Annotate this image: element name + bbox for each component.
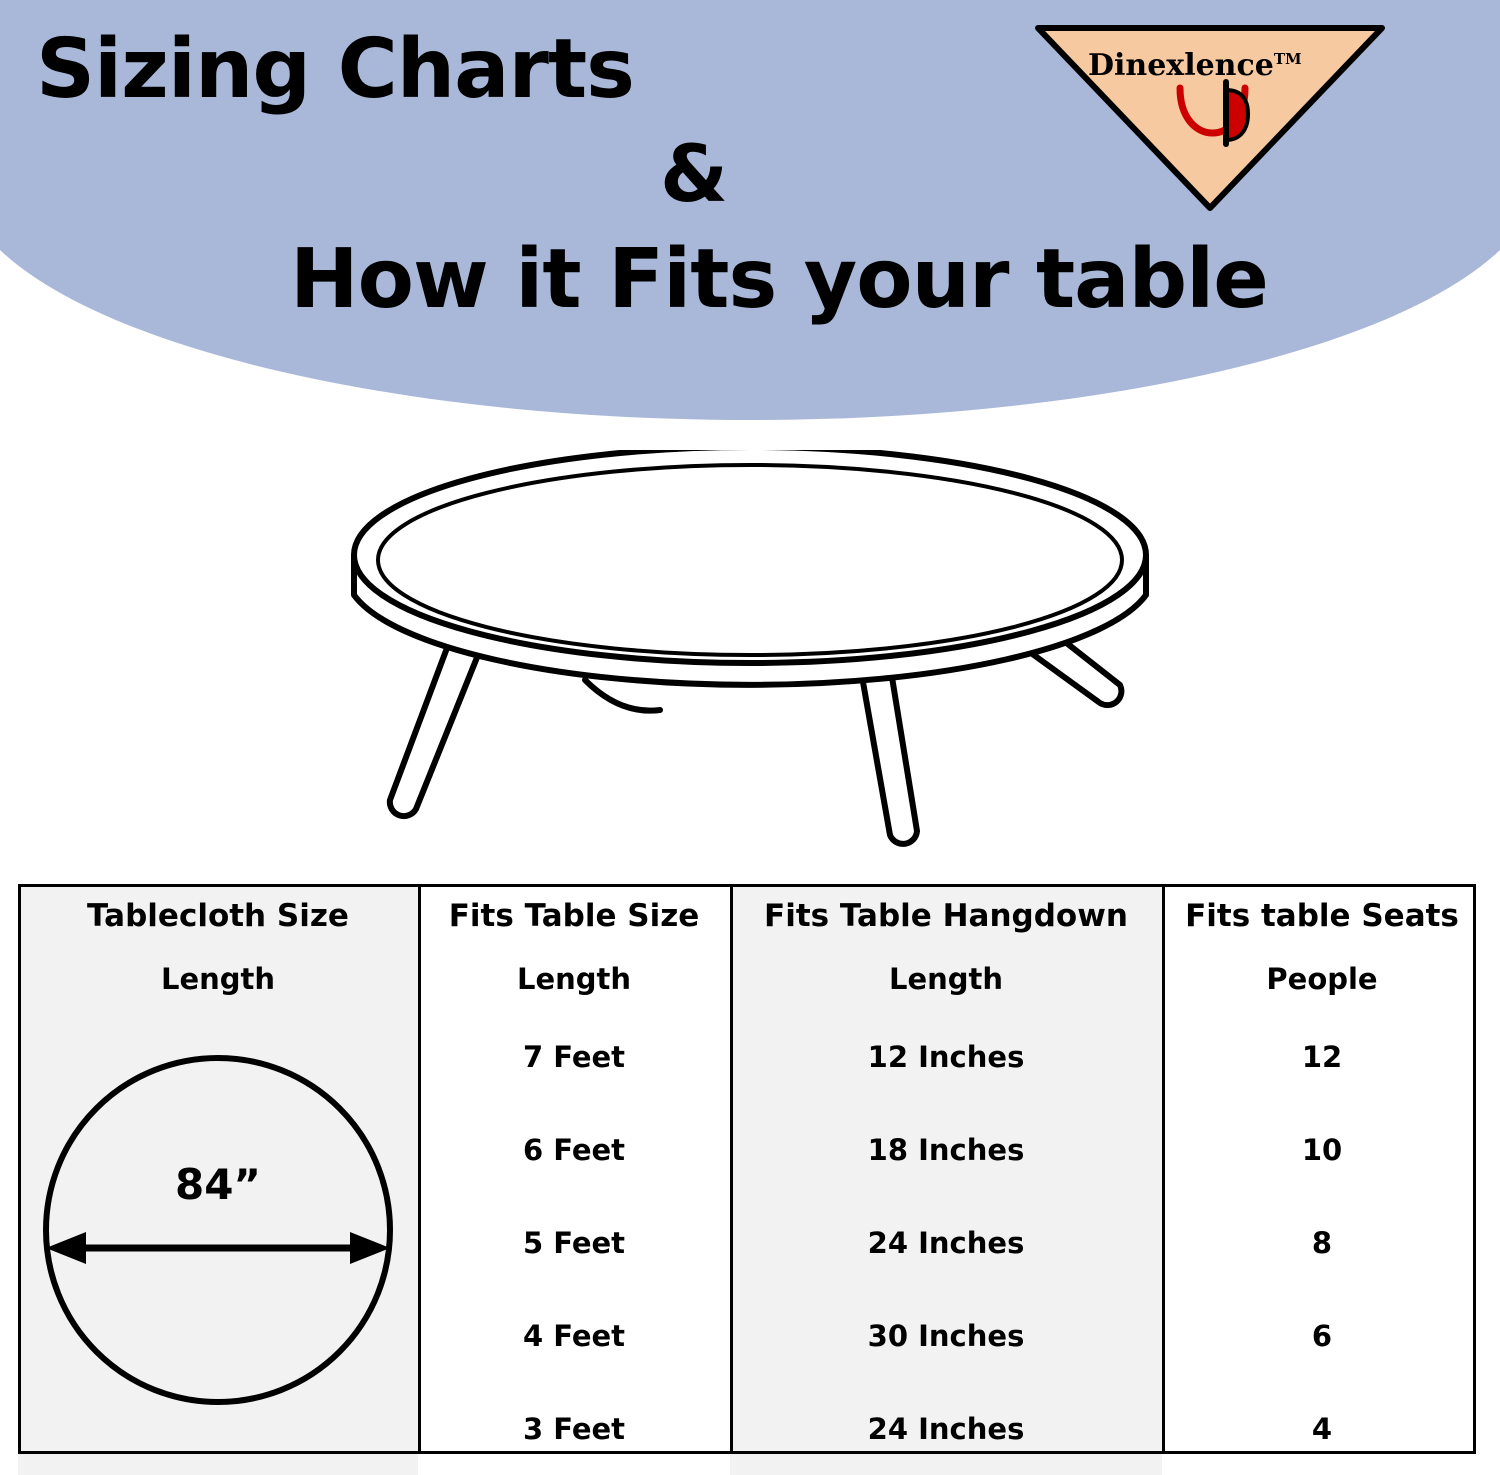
column-header-tablecloth-size: Tablecloth Size	[18, 884, 418, 948]
cell-hangdown: 12 Inches	[730, 1010, 1162, 1103]
tablecloth-size-diagram-cell	[18, 1010, 418, 1475]
logo-trademark-symbol: TM	[1273, 50, 1302, 68]
table-row	[18, 1010, 1482, 1103]
cell-seats: 8	[1311, 1225, 1333, 1260]
cell-fits-table-size: 6 Feet	[522, 1132, 626, 1167]
page-title-line-1: Sizing Charts	[36, 22, 634, 117]
cell-hangdown: 24 Inches	[730, 1382, 1162, 1475]
round-table-icon	[330, 450, 1170, 870]
column-header-fits-table-size: Fits Table Size	[448, 898, 700, 934]
round-table-illustration	[330, 450, 1170, 870]
column-header-fits-table-seats: Fits table Seats	[1185, 898, 1459, 934]
page-title-ampersand: &	[660, 130, 728, 220]
table-subheader-row	[18, 948, 1482, 1010]
cell-seats: 4	[1311, 1411, 1333, 1446]
logo-wordmark	[1088, 48, 1302, 83]
cell-fits-table-size: 3 Feet	[522, 1411, 626, 1446]
table-divider-3	[1162, 884, 1165, 1454]
cell-hangdown: 18 Inches	[730, 1103, 1162, 1196]
cell-fits-table-size: 4 Feet	[522, 1318, 626, 1353]
page-title-line-2: How it Fits your table	[290, 232, 1268, 327]
table-header-row	[18, 884, 1482, 948]
subheader-tablecloth-length: Length	[18, 948, 418, 1010]
subheader-seats-people: People	[1266, 962, 1378, 996]
table-divider-1	[418, 884, 421, 1015]
circle-diameter-icon	[18, 1010, 418, 1450]
cell-seats: 12	[1301, 1039, 1343, 1074]
table-divider-2	[730, 884, 733, 1454]
tablecloth-size-label: 84”	[174, 1160, 262, 1209]
cell-fits-table-size: 7 Feet	[522, 1039, 626, 1074]
cell-seats: 6	[1311, 1318, 1333, 1353]
cell-seats: 10	[1301, 1132, 1343, 1167]
logo-brand-text: Dinexlence	[1088, 48, 1274, 83]
subheader-hangdown-length: Length	[730, 948, 1162, 1010]
sizing-chart-table	[18, 884, 1482, 1475]
table-divider-1b	[418, 1015, 421, 1454]
brand-logo	[1030, 18, 1390, 218]
cell-fits-table-size: 5 Feet	[522, 1225, 626, 1260]
subheader-table-length: Length	[516, 962, 632, 996]
cell-hangdown: 30 Inches	[730, 1289, 1162, 1382]
column-header-fits-table-hangdown: Fits Table Hangdown	[730, 884, 1162, 948]
cell-hangdown: 24 Inches	[730, 1196, 1162, 1289]
